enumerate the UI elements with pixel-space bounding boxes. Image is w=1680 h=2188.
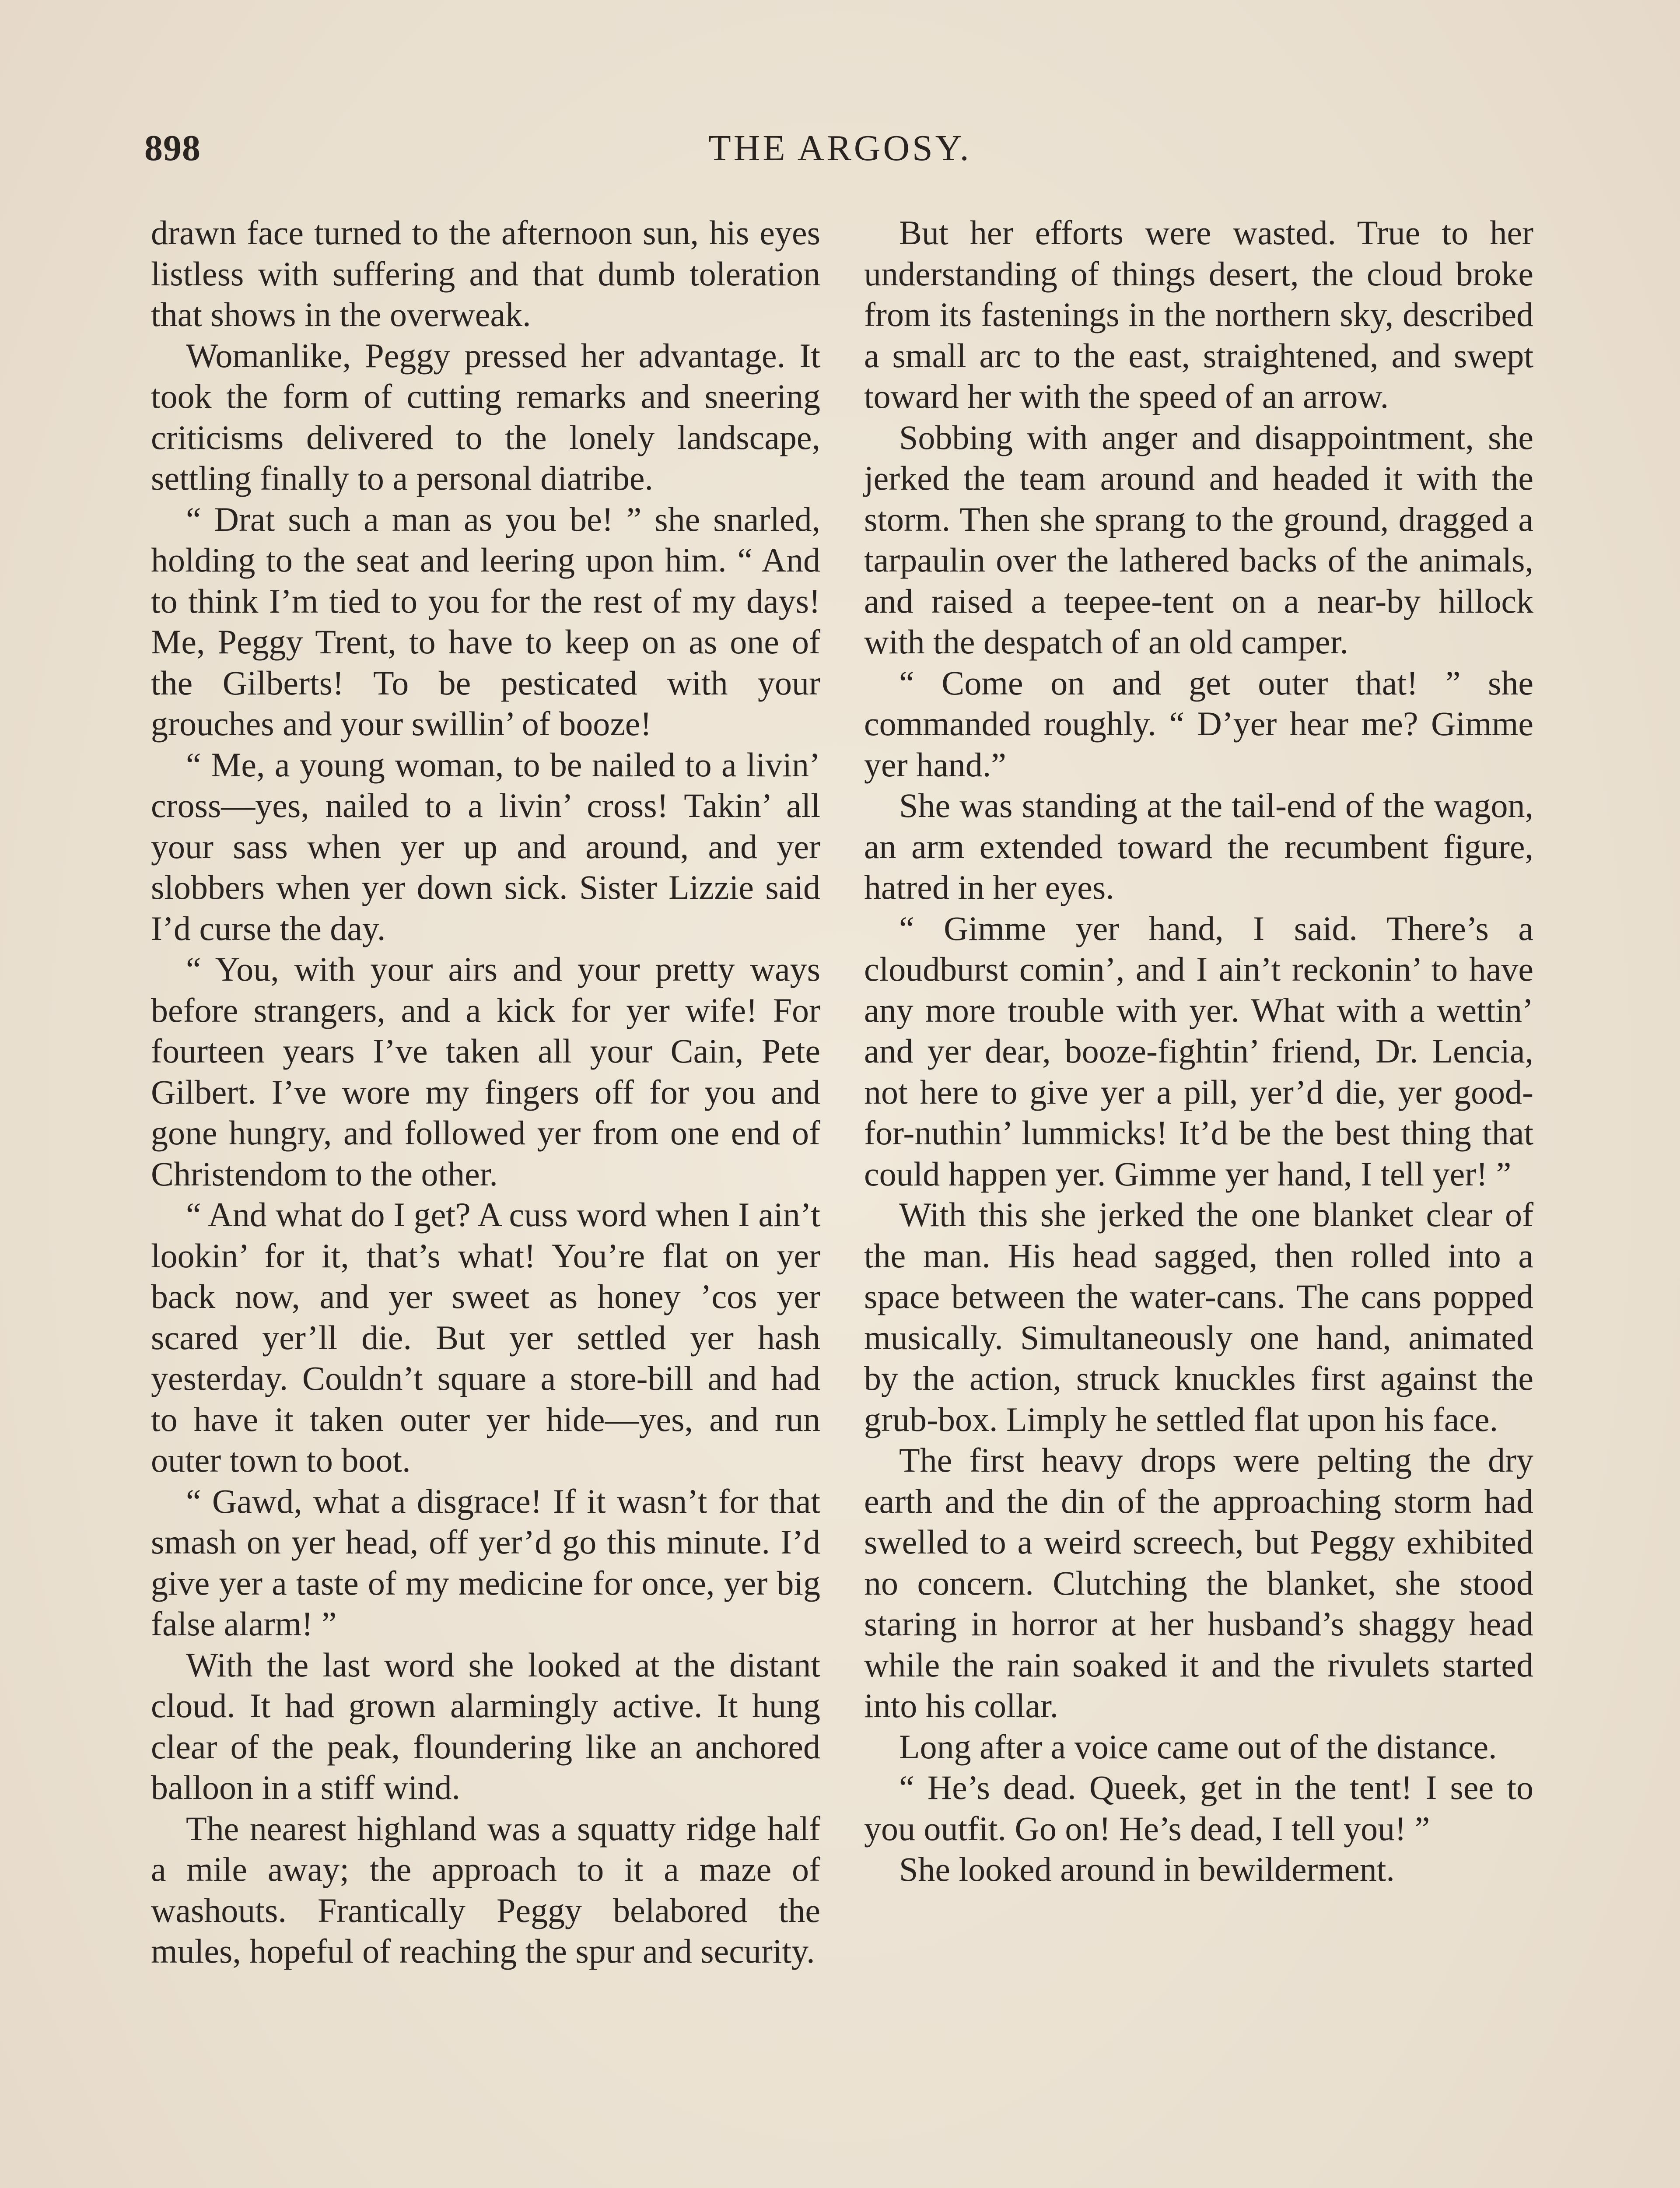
paragraph: “ He’s dead. Queek, get in the tent! I see to you outfit. Go on! He’s dead, I tell you! ” xyxy=(864,1768,1533,1848)
paragraph: “ And what do I get? A cuss word when I ain’t lookin’ for it, that’s what! You’re flat on yer back now, and yer sweet as honey ’cos yer scared yer’ll die. But yer settled yer hash yesterday. Couldn’t square a store-bill and had to have it taken outer yer hide—yes, and run outer town to boot. xyxy=(151,1196,820,1479)
paragraph: Long after a voice came out of the distance. xyxy=(899,1727,1497,1766)
paragraph: “ Drat such a man as you be! ” she snarled, holding to the seat and leering upon him. “ And to think I’m tied to you for the rest of my days! Me, Peggy Trent, to have to keep on as one of the Gilberts! To be pesticated with your grouches and your swillin’ of booze! xyxy=(151,500,820,743)
paragraph: With the last word she looked at the distant cloud. It had grown alarmingly active. It hung clear of the peak, floundering like an anchored balloon in a stiff wind. xyxy=(151,1645,820,1806)
paragraph: The first heavy drops were pelting the dry earth and the din of the approaching storm had swelled to a weird screech, but Peggy exhibited no concern. Clutching the blanket, she stood staring in horror at her husband’s shaggy head while the rain soaked it and the rivulets started into his collar. xyxy=(864,1441,1533,1725)
left-column xyxy=(151,212,820,1972)
running-head: THE ARGOSY. xyxy=(708,128,972,168)
paragraph: She looked around in bewilderment. xyxy=(899,1850,1395,1888)
paragraph: With this she jerked the one blanket clear of the man. His head sagged, then rolled into a space between the water-cans. The cans popped musically. Simultaneously one hand, animated by the action, struck knuckles first against the grub-box. Limply he settled flat upon his face. xyxy=(864,1196,1533,1438)
paragraph: Womanlike, Peggy pressed her advantage. It took the form of cutting remarks and sneering criticisms delivered to the lonely landscape, settling finally to a personal diatribe. xyxy=(151,336,820,497)
paragraph: Sobbing with anger and disappointment, she jerked the team around and headed it with the storm. Then she sprang to the ground, dragged a tarpaulin over the lathered backs of the animals, and raised a teepee-tent on a near-by hillock with the despatch of an old camper. xyxy=(864,418,1533,661)
paragraph: “ Gawd, what a disgrace! If it wasn’t for that smash on yer head, off yer’d go this minute. I’d give yer a taste of my medicine for once, yer big false alarm! ” xyxy=(151,1482,820,1643)
paragraph: “ Gimme yer hand, I said. There’s a cloudburst comin’, and I ain’t reckonin’ to have any more trouble with yer. What with a wettin’ and yer dear, booze-fightin’ friend, Dr. Lencia, not here to give yer a pill, yer’d die, yer good-for-nuthin’ lummicks! It’d be the best thing that could happen yer. Gimme yer hand, I tell yer! ” xyxy=(864,909,1533,1193)
right-column xyxy=(864,212,1533,1890)
paragraph: drawn face turned to the afternoon sun, his eyes listless with suffering and that dumb toleration that shows in the overweak. xyxy=(151,214,820,333)
paragraph: But her efforts were wasted. True to her understanding of things desert, the cloud broke from its fastenings in the northern sky, described a small arc to the east, straightened, and swept toward her with the speed of an arrow. xyxy=(864,214,1533,415)
paragraph: “ Come on and get outer that! ” she commanded roughly. “ D’yer hear me? Gimme yer hand.” xyxy=(864,663,1533,784)
paragraph: “ Me, a young woman, to be nailed to a livin’ cross—yes, nailed to a livin’ cross! Takin’ all your sass when yer up and around, and yer slobbers when yer down sick. Sister Lizzie said I’d curse the day. xyxy=(151,745,820,947)
paragraph: “ You, with your airs and your pretty ways before strangers, and a kick for yer wife! For fourteen years I’ve taken all your Cain, Pete Gilbert. I’ve wore my fingers off for you and gone hungry, and followed yer from one end of Christendom to the other. xyxy=(151,950,820,1193)
paragraph: The nearest highland was a squatty ridge half a mile away; the approach to it a maze of washouts. Frantically Peggy belabored the mules, hopeful of reaching the spur and security. xyxy=(151,1809,820,1970)
paragraph: She was standing at the tail-end of the wagon, an arm extended toward the recumbent figure, hatred in her eyes. xyxy=(864,786,1533,906)
page-number: 898 xyxy=(144,128,201,168)
page-header xyxy=(144,127,1536,179)
